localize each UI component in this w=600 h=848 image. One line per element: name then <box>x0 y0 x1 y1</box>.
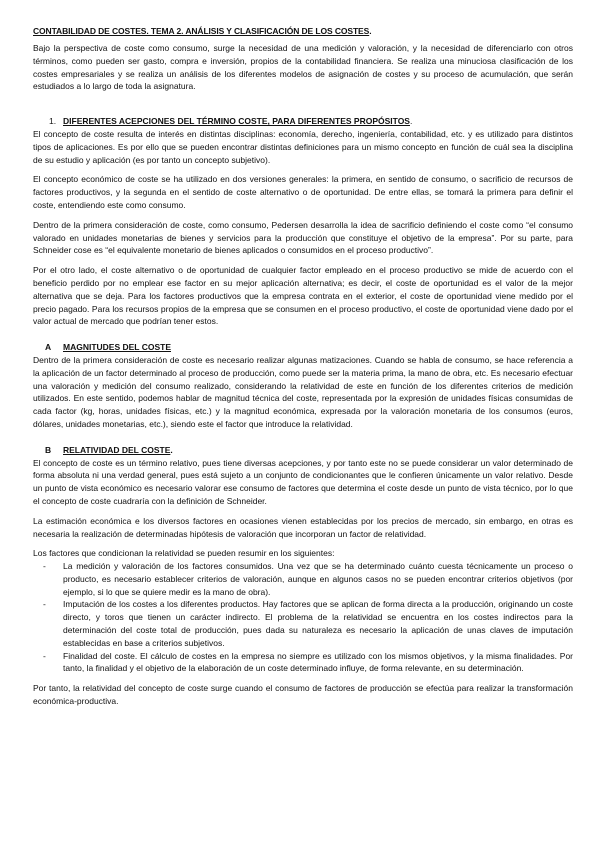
subsection-a-heading <box>33 341 573 354</box>
list-item: - Finalidad del coste. El cálculo de costes en la empresa no siempre es utilizado con los mismos objetivos, y la misma finalidades. Por tanto, la finalidad y el objetivo de la elaboración de un coste determinado influye, de forma relevante, en su determinación. <box>43 650 573 674</box>
section-1-paragraph-1: El concepto de coste resulta de interés en distintas disciplinas: economía, derecho, ingeniería, contabilidad, etc. y es utilizado para distintos tipos de aplicaciones. Es por ello que se pueden encontrar distintas definiciones para un mismo concepto en función de cuál sea la disciplina de su estudio y aplicación (es por tanto un concepto subjetivo). <box>33 128 573 165</box>
dash-bullet: - <box>43 561 46 572</box>
section-1-paragraph-3: Dentro de la primera consideración de coste, como consumo, Pedersen desarrolla la idea de sacrificio definiendo el coste como “el consumo valorado en unidades monetarias de bienes y servicios para la producción que constituye el objetivo de la empresa”. Por su parte, para Schneider cose es “el equivalente monetario de bienes aplicados o consumidos en el proceso productivo”. <box>33 219 573 256</box>
subsection-letter: A <box>45 342 52 353</box>
subsection-b-heading: B RELATIVIDAD DEL COSTE. <box>45 444 173 455</box>
section-1-paragraph-4: Por el otro lado, el coste alternativo o de oportunidad de cualquier factor empleado en el proceso productivo se mide de acuerdo con el beneficio perdido por no emplear ese factor en su mejor aplicación alternativa; es decir, el coste de oportunidad es el valor de la mejor alternativa que se deja. Para los factores productivos que la empresa contrata en el exterior, el coste de oportunidad viene medido por el precio pagado. Para los recursos propios de la empresa que se consumen en el proceso productivo, el coste de oportunidad viene dado por el valor actual de mercado que podrían tener estos. <box>33 265 573 327</box>
section-number: 1. <box>49 116 57 127</box>
list-item: - Imputación de los costes a los diferentes productos. Hay factores que se aplican de forma directa a la producción, originando un coste directo, y toros que tienen un carácter indirecto. El problema de la relatividad se encuentra en los costes indirectos para la determinación del coste total de producción, pues dada su naturaleza es necesario la aplicación de unas claves de imputación establecidas en base a criterios subjetivos. <box>43 599 573 648</box>
subsection-b-paragraph-2: La estimación económica e los diversos factores en ocasiones vienen establecidas por los precios de mercado, sin embargo, en otras es necesaria la realización de determinadas hipótesis de valoración que incorporan un factor de relatividad. <box>33 515 573 539</box>
subsection-a-paragraph: Dentro de la primera consideración de coste es necesario realizar algunas matizaciones. Cuando se habla de consumo, se hace referencia a la aplicación de un factor determinado al proceso de producción, como puede ser la materia prima, la mano de obra, etc. Es necesario efectuar una valoración y medición del consumo realizado, considerando la relatividad de este en función de los diferentes criterios de medición utilizados. En este sentido, podemos hablar de magnitud técnica del coste, representada por la expresión de unidades físicas consumidas de cada factor (kg, horas, unidades físicas, etc.) y la magnitud económica, expresada por la valoración monetaria de los consumos (euros, dólares, unidades monetarias, etc.), siendo este el factor que introduce la relatividad. <box>33 354 573 429</box>
intro-paragraph: Bajo la perspectiva de coste como consumo, surge la necesidad de una medición y valoración, y la necesidad de diferenciarlo con otros términos, como pueden ser gasto, compra e inversión, propios de la contabilidad financiera. Se realiza una minuciosa clasificación de los costes empresariales y se realiza un análisis de los diferentes modelos de asignación de costes y su proceso de acumulación, que serán estudiados a lo largo de toda la asignatura. <box>33 43 573 92</box>
subsection-letter: B <box>45 444 52 455</box>
subsection-title: RELATIVIDAD DEL COSTE <box>63 444 171 455</box>
section-1-heading: 1. DIFERENTES ACEPCIONES DEL TÉRMINO COSTE, PARA DIFERENTES PROPÓSITOS. <box>49 116 413 127</box>
dash-bullet: - <box>43 599 46 610</box>
subsection-b-paragraph-3: Los factores que condicionan la relatividad se pueden resumir en los siguientes: <box>33 548 335 559</box>
document-title: CONTABILIDAD DE COSTES. TEMA 2. ANÁLISIS Y CLASIFICACIÓN DE LOS COSTES. <box>33 26 372 36</box>
document-page <box>33 26 573 708</box>
subsection-b-paragraph-4: Por tanto, la relatividad del concepto de coste surge cuando el consumo de factores de producción se efectúa para realizar la transformación económica-productiva. <box>33 683 573 707</box>
list-item: - La medición y valoración de los factores consumidos. Una vez que se ha determinado cuánto cuesta técnicamente un proceso o producto, es necesario establecer criterios de valoración, aunque en algunos casos no se pueden encontrar criterios objetivos (por ejemplo, si lo que se quiere medir es la mano de obra). <box>43 561 573 597</box>
subsection-b-paragraph-1: El concepto de coste es un término relativo, pues tiene diversas acepciones, y por tanto este no se puede considerar un valor determinado de forma absoluta ni una verdad general, pues está sujeto a un conjunto de condicionantes que le confieren únicamente un valor relativo. Desde un punto de vista económico es necesario valorar ese consumo de factores que determina el coste desde un punto de vista técnico, por lo que el concepto de coste cuadraría con la definición de Schneider. <box>33 457 573 506</box>
dash-bullet: - <box>43 650 46 661</box>
subsection-title: MAGNITUDES DEL COSTE <box>63 342 171 353</box>
section-1-paragraph-2: El concepto económico de coste se ha utilizado en dos versiones generales: la primera, en sentido de consumo, o sacrificio de recursos de factores productivos, y la segunda en el sentido de coste alternativo o de oportunidad. De entre ellas, se tomará la primera para definir el coste, entendiendo este como consumo. <box>33 174 573 210</box>
section-title: DIFERENTES ACEPCIONES DEL TÉRMINO COSTE, PARA DIFERENTES PROPÓSITOS <box>63 116 410 127</box>
factors-list <box>33 560 573 675</box>
